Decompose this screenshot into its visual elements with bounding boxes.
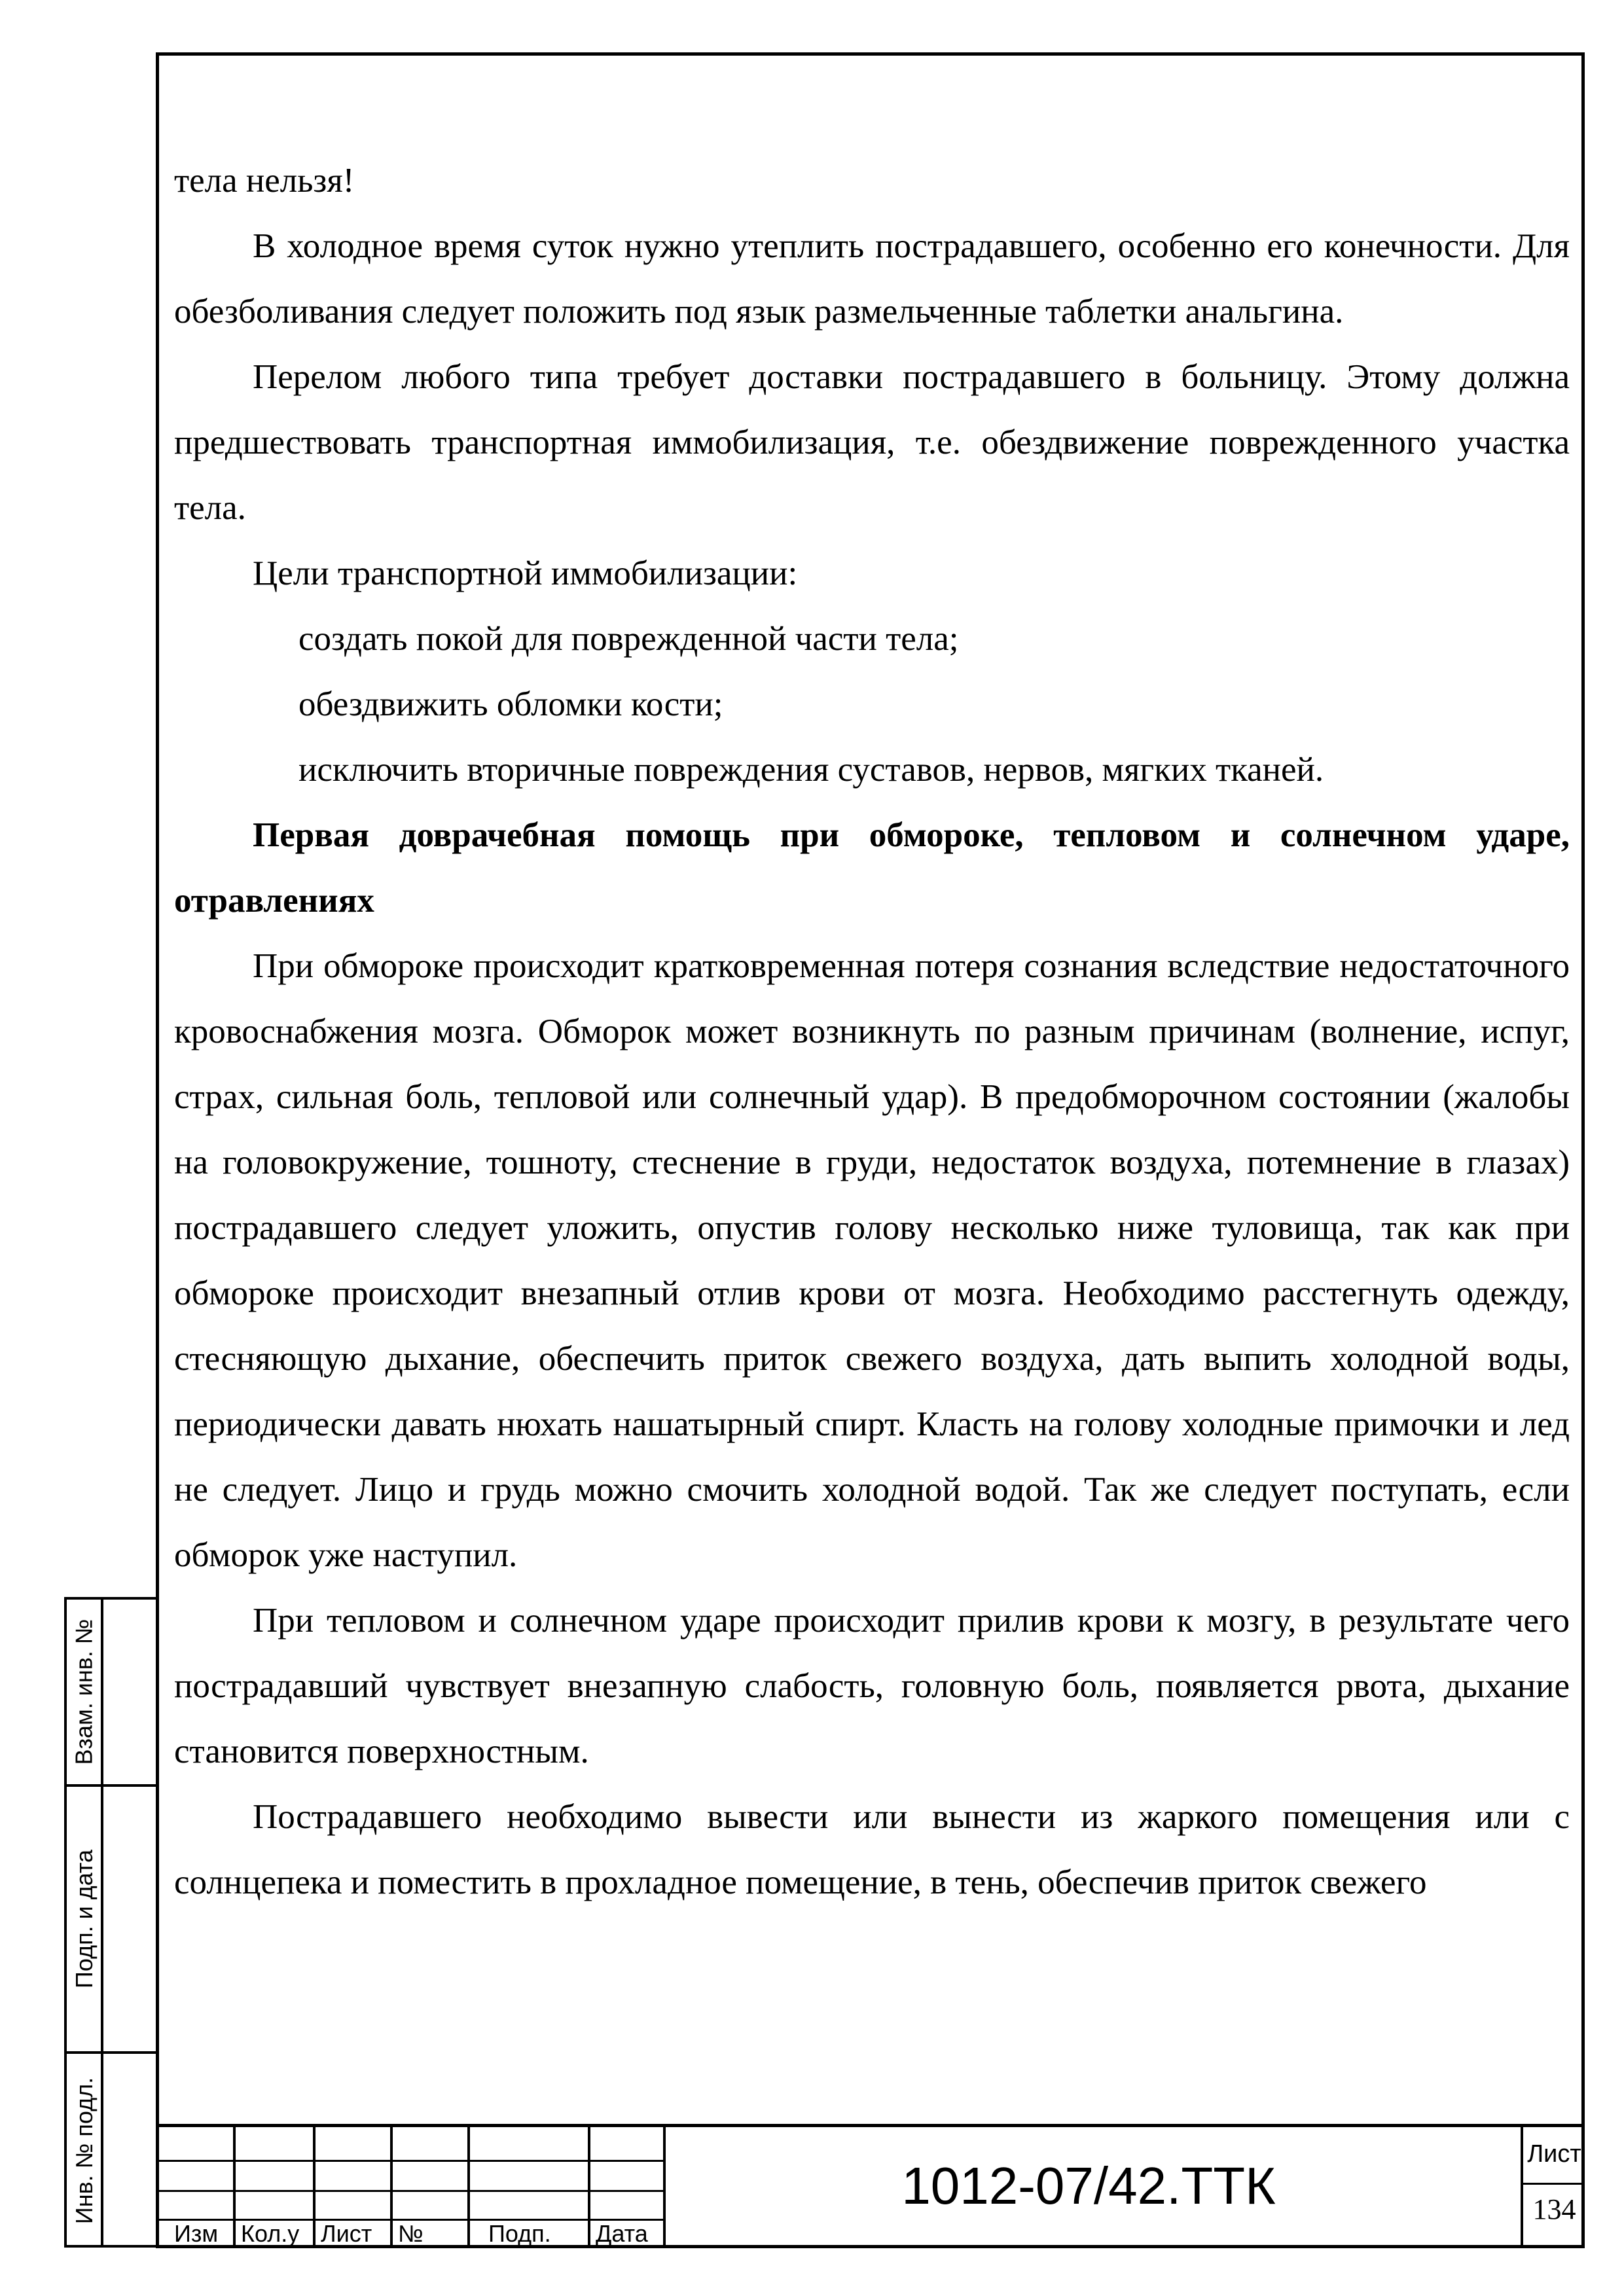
sheet-label: Лист bbox=[1527, 2140, 1581, 2168]
column-podp: Подп. bbox=[488, 2220, 551, 2247]
list-item: обездвижить обломки кости; bbox=[298, 685, 723, 723]
vzam-inv-label: Взам. инв. № bbox=[71, 1619, 98, 1765]
paragraph: Перелом любого типа требует доставки пострадавшего в больницу. Этому должна предшествовать транспортная иммобилизация, т.е. обездвижение поврежденного участка тела. bbox=[174, 358, 1570, 527]
column-data: Дата bbox=[596, 2220, 648, 2247]
column-kolu: Кол.у bbox=[241, 2220, 300, 2247]
column-list: Лист bbox=[321, 2220, 372, 2247]
title-block-column-line bbox=[663, 2127, 666, 2248]
document-code: 1012-07/42.ТТК bbox=[901, 2157, 1276, 2215]
title-block bbox=[156, 2124, 1585, 2248]
title-block-row-line bbox=[1521, 2183, 1585, 2185]
sheet-number: 134 bbox=[1532, 2193, 1576, 2225]
paragraph: Пострадавшего необходимо вывести или вынести из жаркого помещения или с солнцепека и поместить в прохладное помещение, в тень, обеспечив приток свежего bbox=[174, 1798, 1570, 1901]
column-izm: Изм bbox=[174, 2220, 219, 2247]
podp-data-label: Подп. и дата bbox=[71, 1849, 98, 1989]
list-item: исключить вторичные повреждения суставов, нервов, мягких тканей. bbox=[298, 751, 1324, 789]
document-body bbox=[174, 148, 1570, 1915]
paragraph: При обмороке происходит кратковременная потеря сознания вследствие недостаточного кровоснабжения мозга. Обморок может возникнуть по разным причинам (волнение, испуг, страх, сильная боль, тепловой или солнечный удар). В предобморочном состоянии (жалобы на головокружение, тошноту, стеснение в груди, недостаток воздуха, потемнение в глазах) пострадавшего следует уложить, опустив голову несколько ниже туловища, так как при обмороке происходит внезапный отлив крови от мозга. Необходимо расстегнуть одежду, стесняющую дыхание, обеспечить приток свежего воздуха, дать выпить холодной воды, периодически давать нюхать нашатырный спирт. Класть на голову холодные примочки и лед не следует. Лицо и грудь можно смочить холодной водой. Так же следует поступать, если обморок уже наступил. bbox=[174, 947, 1570, 1574]
side-stamp bbox=[64, 1597, 156, 2248]
list-item: создать покой для поврежденной части тела; bbox=[298, 620, 959, 658]
section-heading: Первая доврачебная помощь при обмороке, тепловом и солнечном ударе, отравлениях bbox=[174, 816, 1570, 920]
paragraph: тела нельзя! bbox=[174, 162, 355, 200]
side-stamp-divider bbox=[101, 1600, 103, 2245]
inv-podl-label: Инв. № подл. bbox=[71, 2077, 98, 2225]
paragraph: В холодное время суток нужно утеплить пострадавшего, особенно его конечности. Для обезболивания следует положить под язык размельченные таблетки анальгина. bbox=[174, 227, 1570, 331]
title-block-column-line bbox=[1521, 2127, 1523, 2248]
column-number: № bbox=[398, 2220, 424, 2247]
paragraph: При тепловом и солнечном ударе происходит прилив крови к мозгу, в результате чего пострадавший чувствует внезапную слабость, головную боль, появляется рвота, дыхание становится поверхностным. bbox=[174, 1602, 1570, 1770]
title-block-column-line bbox=[467, 2127, 470, 2248]
paragraph: Цели транспортной иммобилизации: bbox=[253, 554, 798, 592]
podp-data-cell bbox=[69, 1787, 99, 2051]
title-block-row-line bbox=[156, 2190, 663, 2192]
inv-podl-cell bbox=[69, 2054, 99, 2248]
vzam-inv-cell bbox=[69, 1600, 99, 1784]
title-block-row-line bbox=[156, 2160, 663, 2162]
